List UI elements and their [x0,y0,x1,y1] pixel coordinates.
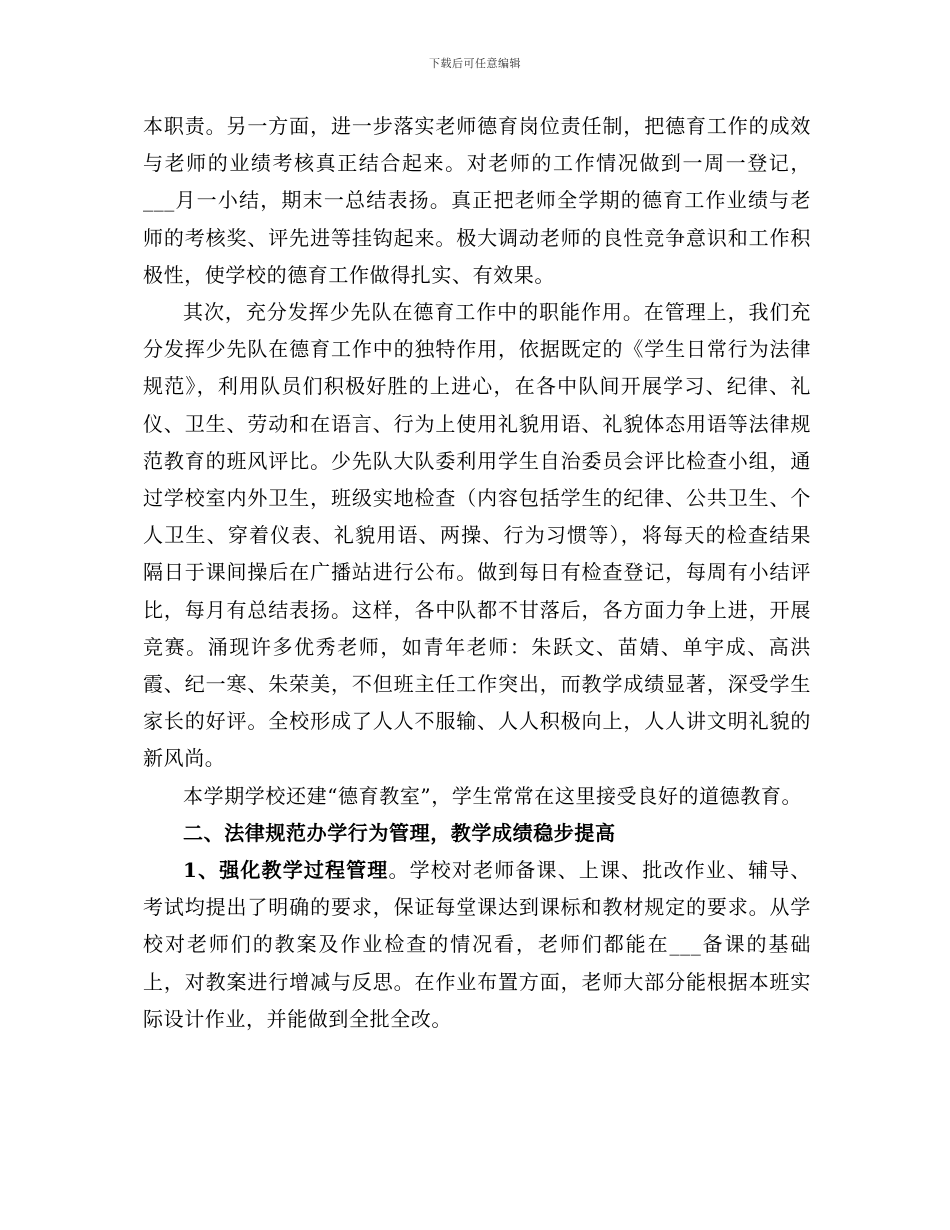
document-body [143,108,811,1038]
page-header: 下载后可任意编辑 [429,57,521,70]
paragraph-4-body: 。学校对老师备课、上课、批改作业、辅导、考试均提出了明确的要求，保证每堂课达到课标和教材规定的要求。从学校对老师们的教案及作业检查的情况看，老师们都能在___备课的基础上，对教案进行增减与反思。在作业布置方面，老师大部分能根据本班实际设计作业，并能做到全批全改。 [143,858,812,1031]
paragraph-4-lead: 1、强化教学过程管理 [183,858,389,883]
paragraph-3: 本学期学校还建“德育教室”，学生常常在这里接受良好的道德教育。 [183,783,803,808]
paragraph-1: 本职责。另一方面，进一步落实老师德育岗位责任制，把德育工作的成效与老师的业绩考核真正结合起来。对老师的工作情况做到一周一登记，___月一小结，期末一总结表扬。真正把老师全学期的德育工作业绩与老师的考核奖、评先进等挂钩起来。极大调动老师的良性竞争意识和工作积极性，使学校的德育工作做得扎实、有效果。 [143,114,811,287]
paragraph-2: 其次，充分发挥少先队在德育工作中的职能作用。在管理上，我们充分发挥少先队在德育工作中的独特作用，依据既定的《学生日常行为法律规范》，利用队员们积极好胜的上进心，在各中队间开展学习、纪律、礼仪、卫生、劳动和在语言、行为上使用礼貌用语、礼貌体态用语等法律规范教育的班风评比。少先队大队委利用学生自治委员会评比检查小组，通过学校室内外卫生，班级实地检查（内容包括学生的纪律、公共卫生、个人卫生、穿着仪表、礼貌用语、两操、行为习惯等），将每天的检查结果隔日于课间操后在广播站进行公布。做到每日有检查登记，每周有小结评比，每月有总结表扬。这样，各中队都不甘落后，各方面力争上进，开展竞赛。涌现许多优秀老师，如青年老师：朱跃文、苗婧、单宇成、高洪霞、纪一寒、朱荣美，不但班主任工作突出，而教学成绩显著，深受学生家长的好评。全校形成了人人不服输、人人积极向上，人人讲文明礼貌的新风尚。 [143,300,811,771]
section-heading-2: 二、法律规范办学行为管理，教学成绩稳步提高 [183,820,616,845]
paragraph-4 [143,852,811,1038]
